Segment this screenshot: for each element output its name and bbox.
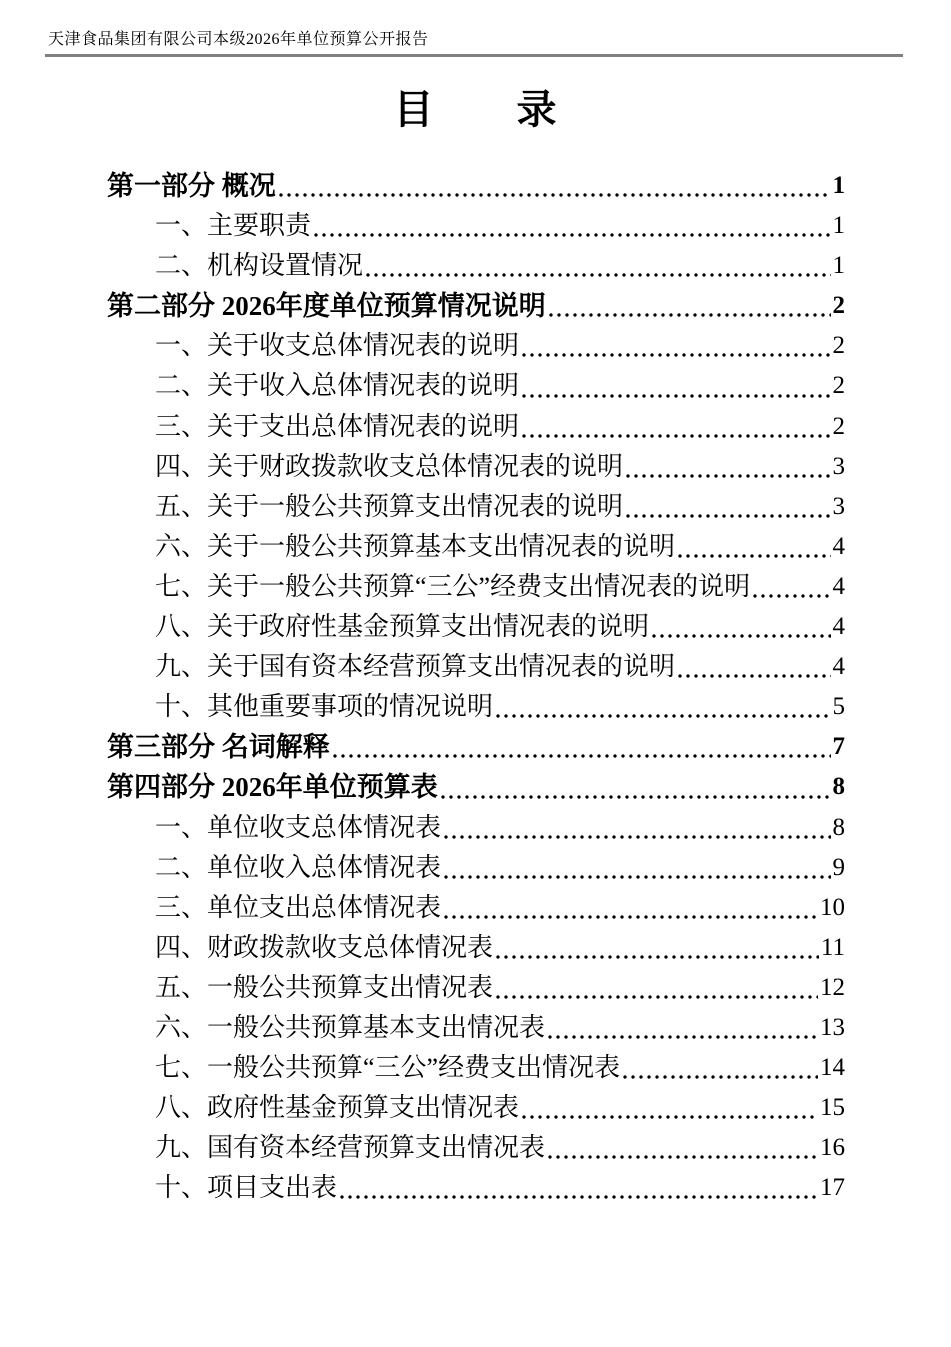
toc-entry[interactable] (107, 567, 845, 607)
toc-entry-label: 四、关于财政拨款收支总体情况表的说明 (155, 451, 624, 481)
dot-leader-icon (313, 206, 831, 246)
toc-entry-label: 二、单位收入总体情况表 (155, 852, 442, 882)
toc-page-number: 7 (832, 733, 845, 761)
toc-page-number: 4 (832, 532, 845, 560)
dot-leader-icon (752, 567, 831, 607)
toc-entry[interactable] (107, 647, 845, 687)
toc-entry-label: 七、关于一般公共预算“三公”经费支出情况表的说明 (155, 571, 751, 601)
dot-leader-icon (495, 968, 819, 1008)
toc-entry-label: 十、其他重要事项的情况说明 (155, 692, 494, 722)
table-of-contents (107, 166, 845, 1208)
dot-leader-icon (339, 1168, 819, 1208)
toc-entry-label: 三、关于支出总体情况表的说明 (155, 411, 520, 441)
toc-entry-label: 一、主要职责 (155, 211, 312, 241)
dot-leader-icon (521, 326, 831, 366)
toc-entry[interactable] (107, 1008, 845, 1048)
toc-entry-label: 十、项目支出表 (155, 1173, 338, 1203)
toc-entry[interactable] (107, 607, 845, 647)
toc-entry-label: 第三部分 名词解释 (107, 732, 330, 763)
toc-entry-label: 一、关于收支总体情况表的说明 (155, 331, 520, 361)
toc-page-number: 4 (832, 653, 845, 681)
dot-leader-icon (495, 687, 831, 727)
page-title: 目 录 (393, 87, 558, 132)
toc-page-number: 4 (832, 613, 845, 641)
toc-entry[interactable] (107, 687, 845, 727)
toc-entry[interactable] (107, 527, 845, 567)
dot-leader-icon (495, 928, 820, 968)
dot-leader-icon (677, 647, 831, 687)
dot-leader-icon (278, 166, 832, 206)
dot-leader-icon (521, 407, 831, 447)
toc-page-number: 1 (832, 252, 845, 280)
toc-entry-label: 第四部分 2026年单位预算表 (107, 772, 438, 803)
toc-entry-label: 二、机构设置情况 (155, 251, 364, 281)
toc-entry-label: 四、财政拨款收支总体情况表 (155, 932, 494, 962)
toc-entry-label: 第二部分 2026年度单位预算情况说明 (107, 291, 546, 322)
dot-leader-icon (440, 767, 832, 807)
dot-leader-icon (443, 808, 831, 848)
toc-page-number: 2 (832, 332, 845, 360)
toc-page-number: 12 (820, 973, 845, 1001)
toc-page-number: 8 (832, 813, 845, 841)
toc-page-number: 3 (832, 452, 845, 480)
toc-page-number: 5 (832, 693, 845, 721)
toc-entry-label: 六、一般公共预算基本支出情况表 (155, 1012, 546, 1042)
toc-entry-label: 三、单位支出总体情况表 (155, 892, 442, 922)
toc-entry[interactable] (107, 848, 845, 888)
toc-entry-label: 一、单位收支总体情况表 (155, 812, 442, 842)
dot-leader-icon (547, 1128, 819, 1168)
toc-entry[interactable] (107, 888, 845, 928)
toc-entry[interactable] (107, 767, 845, 807)
toc-entry[interactable] (107, 808, 845, 848)
toc-entry-label: 九、关于国有资本经营预算支出情况表的说明 (155, 652, 676, 682)
toc-entry[interactable] (107, 1168, 845, 1208)
dot-leader-icon (677, 527, 831, 567)
dot-leader-icon (365, 246, 831, 286)
dot-leader-icon (625, 487, 831, 527)
toc-page-number: 14 (820, 1054, 845, 1082)
dot-leader-icon (443, 848, 831, 888)
toc-entry-label: 五、关于一般公共预算支出情况表的说明 (155, 491, 624, 521)
toc-entry-label: 八、关于政府性基金预算支出情况表的说明 (155, 612, 650, 642)
toc-page-number: 15 (820, 1094, 845, 1122)
dot-leader-icon (625, 447, 831, 487)
toc-entry-label: 七、一般公共预算“三公”经费支出情况表 (155, 1053, 621, 1083)
toc-page-number: 8 (832, 773, 845, 801)
dot-leader-icon (547, 1008, 819, 1048)
toc-entry[interactable] (107, 407, 845, 447)
toc-entry[interactable] (107, 727, 845, 767)
toc-entry-label: 第一部分 概况 (107, 171, 276, 201)
toc-entry-label: 六、关于一般公共预算基本支出情况表的说明 (155, 531, 676, 561)
toc-entry[interactable] (107, 447, 845, 487)
toc-page-number: 1 (832, 172, 845, 199)
toc-entry-label: 九、国有资本经营预算支出情况表 (155, 1133, 546, 1163)
toc-page-number: 16 (820, 1134, 845, 1162)
toc-page-number: 2 (832, 372, 845, 400)
toc-entry[interactable] (107, 286, 845, 326)
dot-leader-icon (443, 888, 819, 928)
header-rule (45, 54, 903, 57)
toc-entry-label: 八、政府性基金预算支出情况表 (155, 1093, 520, 1123)
toc-page-number: 3 (832, 492, 845, 520)
toc-entry[interactable] (107, 1128, 845, 1168)
toc-entry[interactable] (107, 246, 845, 286)
dot-leader-icon (521, 366, 831, 406)
dot-leader-icon (548, 286, 832, 326)
toc-page-number: 9 (832, 853, 845, 881)
toc-page-number: 13 (820, 1013, 845, 1041)
toc-page-number: 11 (820, 933, 845, 961)
toc-entry[interactable] (107, 928, 845, 968)
toc-entry-label: 二、关于收入总体情况表的说明 (155, 371, 520, 401)
toc-page-number: 2 (832, 292, 845, 320)
toc-page-number: 2 (832, 412, 845, 440)
toc-entry[interactable] (107, 1048, 845, 1088)
dot-leader-icon (521, 1088, 819, 1128)
dot-leader-icon (622, 1048, 819, 1088)
toc-entry[interactable] (107, 206, 845, 246)
toc-entry[interactable] (107, 166, 845, 206)
toc-page-number: 4 (832, 572, 845, 600)
header-text: 天津食品集团有限公司本级2026年单位预算公开报告 (48, 31, 429, 48)
toc-entry[interactable] (107, 366, 845, 406)
toc-entry[interactable] (107, 1088, 845, 1128)
toc-page-number: 1 (832, 212, 845, 240)
toc-entry-label: 五、一般公共预算支出情况表 (155, 972, 494, 1002)
toc-page-number: 10 (820, 893, 845, 921)
toc-entry[interactable] (107, 326, 845, 366)
toc-page-number: 17 (820, 1174, 845, 1202)
toc-entry[interactable] (107, 968, 845, 1008)
page-header (48, 26, 429, 49)
dot-leader-icon (651, 607, 831, 647)
dot-leader-icon (332, 727, 832, 767)
toc-entry[interactable] (107, 487, 845, 527)
